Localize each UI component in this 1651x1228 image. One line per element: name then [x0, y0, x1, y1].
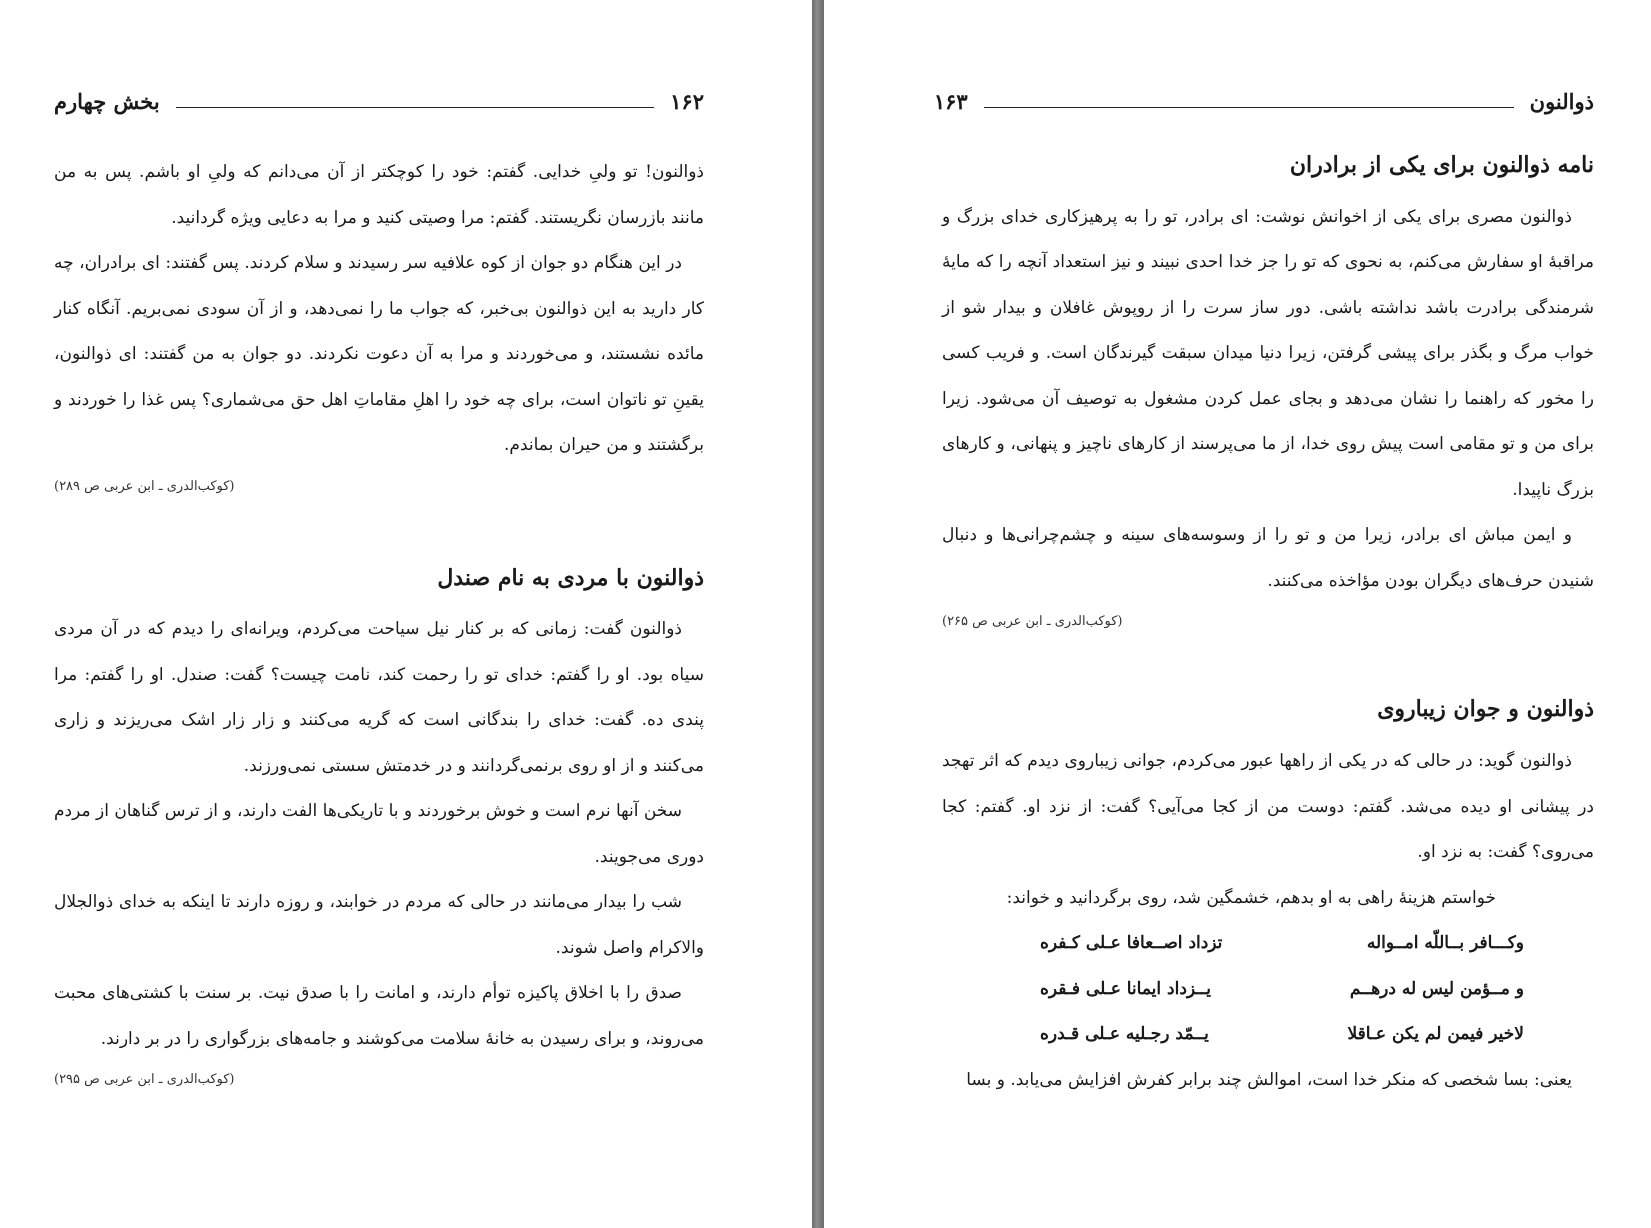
section-gap	[54, 499, 704, 563]
header-rule	[176, 107, 654, 108]
right-page	[824, 0, 1651, 1228]
hemistich-second: یــمّد رجـلیه عـلی قـدره	[1040, 1024, 1209, 1045]
paragraph: ذوالنون گفت: زمانی که بر کنار نیل سیاحت می‌کردم، ویرانه‌ای را دیدم که در آن مردی سیاه بود. او را گفتم: خدای تو را رحمت کند، نامت چیست؟ گفت: صندل. او را گفتم: مرا پندی ده. گفت: خدای را بندگانی است که گریه می‌کنند و زار زار اشک می‌ریزند و زاری می‌کنند و از او روی برنمی‌گردانند و در خدمتش سستی نمی‌ورزند.	[54, 619, 704, 776]
page-number: ۱۶۳	[933, 89, 968, 114]
source-citation: (کوکب‌الدری ـ ابن عربی ص ۲۹۵)	[54, 1072, 235, 1088]
poem-verse	[1040, 921, 1524, 967]
paragraph: صدق را با اخلاق پاکیزه توأم دارند، و امانت را با صدق نیت. بر سنت با کشتی‌های محبت می‌روند، و برای رسیدن به خانهٔ سلامت می‌کوشند و جامه‌های بزرگواری را در بر دارند.	[54, 983, 704, 1049]
hemistich-second: تزداد اصــعافا عـلی کـفره	[1040, 933, 1223, 954]
right-page-content	[933, 80, 1594, 1103]
section-title: ذوالنون با مردی به نام صندل	[437, 564, 704, 591]
paragraph: یعنی: بسا شخصی که منکر خدا است، اموالش چند برابر کفرش افزایش می‌یابد. و بسا	[966, 1069, 1572, 1090]
poem-verse	[1040, 967, 1524, 1013]
paragraph: شب را بیدار می‌مانند در حالی که مردم در خوابند، و روزه دارند تا اینکه به خدای ذوالجلال والاکرام واصل شوند.	[54, 892, 704, 958]
paragraph: و ایمن مباش ای برادر، زیرا من و تو را از وسوسه‌های سینه و چشم‌چرانی‌ها و دنبال شنیدن حرف‌های دیگران بودن مؤاخذه می‌کنند.	[942, 525, 1594, 591]
hemistich-first: لاخیر فیمن لم یکن عـاقلا	[1347, 1024, 1524, 1045]
hemistich-first: وکـــافر بــاللّه امــواله	[1366, 933, 1524, 954]
left-page	[0, 0, 812, 1228]
source-citation: (کوکب‌الدری ـ ابن عربی ص ۲۸۹)	[54, 478, 235, 494]
section-title: ذوالنون و جوان زیباروی	[1377, 696, 1594, 723]
paragraph: در این هنگام دو جوان از کوه علافیه سر رسیدند و سلام کردند. پس گفتند: ای برادران، چه کار دارید به این ذوالنون بی‌خبر، که جواب ما را نمی‌دهد، و از آن سودی نمی‌بریم. آنگاه کنار مائده نشستند، و می‌خوردند و مرا به آن دعوت نکردند. دو جوان به من گفتند: ای ذوالنون، یقینِ تو ناتوان است، برای چه خود را اهلِ مقاماتِ اهل حق می‌شماری؟ پس غذا را خوردند و برگشتند و من حیران بماندم.	[54, 253, 704, 455]
header-rule	[984, 107, 1514, 108]
poem-verse	[1040, 1012, 1524, 1058]
left-page-content	[54, 80, 704, 1092]
paragraph: خواستم هزینهٔ راهی به او بدهم، خشمگین شد، روی برگردانید و خواند:	[1006, 887, 1496, 908]
poem	[1040, 921, 1524, 1058]
paragraph: ذوالنون گوید: در حالی که در یکی از راهها عبور می‌کردم، جوانی زیباروی دیدم که اثر تهجد در پیشانی او دیده می‌شد. گفتم: دوست من از کجا می‌آیی؟ گفت: از نزد او. گفتم: کجا می‌روی؟ گفت: به نزد او.	[942, 751, 1594, 863]
paragraph: سخن آنها نرم است و خوش برخوردند و با تاریکی‌ها الفت دارند، و از ترس گناهان از مردم دوری می‌جویند.	[54, 801, 704, 867]
hemistich-second: یــزداد ایمانا عـلی فـقره	[1040, 978, 1211, 999]
running-head-title: ذوالنون	[1529, 89, 1594, 114]
source-citation: (کوکب‌الدری ـ ابن عربی ص ۲۶۵)	[942, 614, 1123, 630]
running-head-title: بخش چهارم	[54, 89, 160, 114]
page-number: ۱۶۲	[670, 89, 704, 114]
paragraph: ذوالنون! تو ولیِ خدایی. گفتم: خود را کوچکتر از آن می‌دانم که ولیِ او باشم. پس به من مانند بازرسان نگریستند. گفتم: مرا وصیتی کنید و مرا به دعایی ویژه گردانید.	[54, 162, 704, 228]
section-title: نامه ذوالنون برای یکی از برادران	[1289, 152, 1594, 178]
paragraph: ذوالنون مصری برای یکی از اخوانش نوشت: ای برادر، تو را به پرهیزکاری خدای بزرگ و مراقبهٔ او سفارش می‌کنم، به نحوی که تو را جز خدا احدی نبیند و نیز استعداد آنچه را که مایهٔ شرمندگی برادرت باشد نداشته باشی. دور ساز سرت را از روپوش غافلان و بیدار شو از خواب مرگ و بگذر برای پیشی گرفتن، زیرا دنیا میدان سبقت گیرندگان است. و فریب کسی را مخور که راهنما را نشان می‌دهد و بجای عمل کردن مشغول به توصیف آن می‌شود. زیرا برای من و تو مقامی است پیش روی خدا، از ما می‌پرسند از کارهای ناچیز و پنهانی، و کارهای بزرگ ناپیدا.	[942, 206, 1594, 500]
hemistich-first: و مــؤمن لیس له درهــم	[1349, 978, 1524, 999]
running-head-right	[933, 80, 1594, 114]
section-gap	[942, 634, 1594, 694]
running-head-left	[54, 80, 704, 114]
book-spine	[812, 0, 824, 1228]
